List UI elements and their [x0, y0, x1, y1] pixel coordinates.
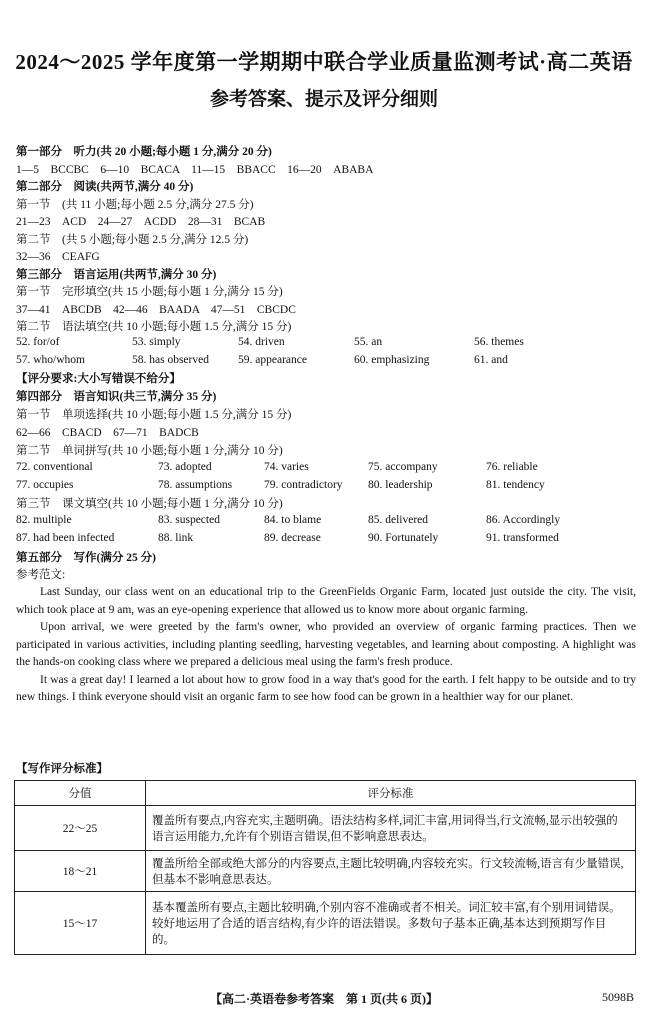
- rubric-score: 15～17: [15, 892, 146, 955]
- rubric-title: 【写作评分标准】: [16, 763, 108, 775]
- sample-essay-label: 参考范文:: [16, 569, 66, 581]
- answer-item: 53. simply: [132, 336, 181, 348]
- answer-item: 90. Fortunately: [368, 532, 439, 544]
- answer-item: 57. who/whom: [16, 354, 85, 366]
- essay-paragraph-1: Last Sunday, our class went on an educational trip to the GreenFields Organic Farm, located just outside the city. The visit, which took place at 9 am, was an eye-opening experience that allowed us to know more about organic farming.: [16, 586, 636, 616]
- answer-item: 55. an: [354, 336, 383, 348]
- answer-item: 88. link: [158, 532, 194, 544]
- answer-line: 第一部分 听力(共 20 小题;每小题 1 分,满分 20 分): [16, 146, 272, 158]
- document-title: 2024～2025 学年度第一学期期中联合学业质量监测考试·高二英语: [15, 50, 633, 74]
- part4-section3: 第三节 课文填空(共 10 小题;每小题 1 分,满分 10 分): [16, 498, 283, 510]
- answer-item: 81. tendency: [486, 479, 545, 491]
- essay-paragraph-3: It was a great day! I learned a lot about how to grow food in a way that's good for the earth. I felt happy to be outside and to try new things. I think everyone should visit an organic farm to see how food can be grown in a healthier way for our planet.: [16, 673, 636, 703]
- part4-section1: 第一节 单项选择(共 10 小题;每小题 1.5 分,满分 15 分): [16, 409, 292, 421]
- answer-item: 85. delivered: [368, 514, 429, 526]
- answer-item: 52. for/of: [16, 336, 60, 348]
- answer-item: 58. has observed: [132, 354, 209, 366]
- answer-line: 21—23 ACD 24—27 ACDD 28—31 BCAB: [16, 216, 266, 228]
- part4-heading: 第四部分 语言知识(共三节,满分 35 分): [16, 391, 217, 403]
- rubric-header-score: 分值: [15, 781, 146, 806]
- answer-item: 84. to blame: [264, 514, 322, 526]
- part5-heading: 第五部分 写作(满分 25 分): [16, 552, 156, 564]
- writing-rubric-table: [14, 780, 636, 955]
- answer-line: 32—36 CEAFG: [16, 251, 100, 263]
- grammar-note: 【评分要求:大小写错误不给分】: [16, 373, 181, 385]
- rubric-row: [15, 806, 636, 851]
- answer-item: 79. contradictory: [264, 479, 343, 491]
- rubric-score: 18～21: [15, 851, 146, 892]
- rubric-header-row: [15, 781, 636, 806]
- part4-section1-answers: 62—66 CBACD 67—71 BADCB: [16, 427, 199, 439]
- answer-line: 第三部分 语言运用(共两节,满分 30 分): [16, 268, 217, 281]
- answer-item: 76. reliable: [486, 461, 538, 473]
- answer-item: 74. varies: [264, 461, 309, 473]
- answer-line: 第二节 (共 5 小题;每小题 2.5 分,满分 12.5 分): [16, 233, 249, 246]
- page-footer: 【高二·英语卷参考答案 第 1 页(共 6 页)】: [210, 992, 438, 1006]
- answer-line: 37—41 ABCDB 42—46 BAADA 47—51 CBCDC: [16, 303, 296, 316]
- rubric-criteria: 覆盖所有要点,内容充实,主题明确。语法结构多样,词汇丰富,用词得当,行文流畅,显示出较强的语言运用能力,允许有个别语言错误,但不影响意思表达。: [146, 806, 636, 851]
- essay-paragraph-2: Upon arrival, we were greeted by the farm's owner, who provided an overview of organic farming practices. Then we participated in various activities, including planting seedling, harvesting vegetables, and learning about composting. A highlight was the hands-on cooking class where we prepared a delicious meal using the farm's fresh produce.: [16, 621, 636, 668]
- answer-item: 54. driven: [238, 336, 285, 348]
- sample-essay: [16, 584, 636, 707]
- answer-item: 61. and: [474, 354, 508, 366]
- answer-line: 第一节 (共 11 小题;每小题 2.5 分,满分 27.5 分): [16, 198, 254, 211]
- part4-section2: 第二节 单词拼写(共 10 小题;每小题 1 分,满分 10 分): [16, 445, 283, 457]
- answer-item: 78. assumptions: [158, 479, 233, 491]
- answer-item: 82. multiple: [16, 514, 72, 526]
- answer-item: 77. occupies: [16, 479, 74, 491]
- document-code: 5098B: [601, 990, 634, 1004]
- answer-item: 72. conventional: [16, 461, 93, 473]
- answer-item: 89. decrease: [264, 532, 321, 544]
- rubric-criteria: 基本覆盖所有要点,主题比较明确,个别内容不准确或者不相关。词汇较丰富,有个别用词错误。较好地运用了合适的语言结构,有少许的语法错误。多数句子基本正确,基本达到预期写作目的。: [146, 892, 636, 955]
- answer-item: 80. leadership: [368, 479, 433, 491]
- answer-item: 56. themes: [474, 336, 524, 348]
- rubric-row: [15, 892, 636, 955]
- answer-item: 59. appearance: [238, 354, 307, 366]
- answer-line: 1—5 BCCBC 6—10 BCACA 11—15 BBACC 16—20 ABABA: [16, 163, 374, 176]
- answer-item: 86. Accordingly: [486, 514, 561, 526]
- rubric-header-criteria: 评分标准: [146, 781, 636, 806]
- rubric-score: 22～25: [15, 806, 146, 851]
- answer-item: 73. adopted: [158, 461, 212, 473]
- answer-item: 75. accompany: [368, 461, 438, 473]
- answer-line: 第一节 完形填空(共 15 小题;每小题 1 分,满分 15 分): [16, 286, 283, 298]
- answer-item: 60. emphasizing: [354, 354, 430, 366]
- answer-item: 91. transformed: [486, 532, 559, 544]
- rubric-criteria: 覆盖所给全部或绝大部分的内容要点,主题比较明确,内容较充实。行文较流畅,语言有少量错误,但基本不影响意思表达。: [146, 851, 636, 892]
- document-subtitle: 参考答案、提示及评分细则: [209, 89, 438, 110]
- answer-line: 第二部分 阅读(共两节,满分 40 分): [16, 181, 194, 193]
- answer-item: 87. had been infected: [16, 532, 115, 544]
- answer-item: 83. suspected: [158, 514, 220, 526]
- rubric-row: [15, 851, 636, 892]
- answer-line: 第二节 语法填空(共 10 小题;每小题 1.5 分,满分 15 分): [16, 321, 292, 333]
